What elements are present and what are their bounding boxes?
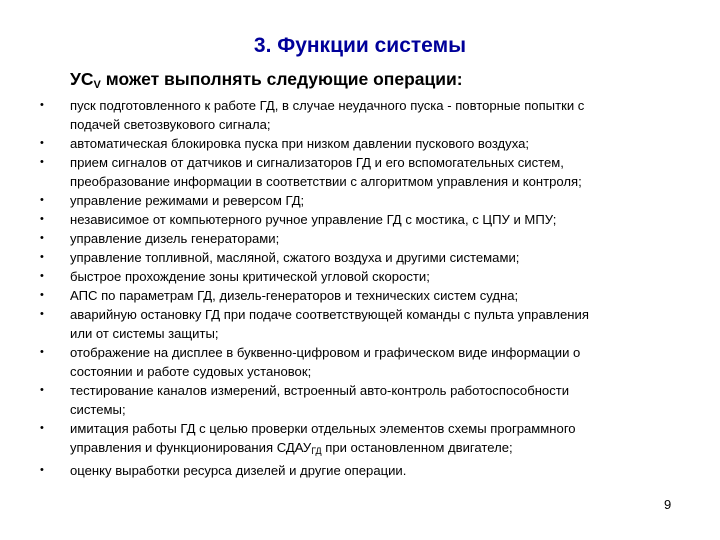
list-item-line: управление режимами и реверсом ГД;	[70, 193, 305, 208]
list-item	[0, 267, 700, 286]
list-item-line: отображение на дисплее в буквенно-цифровом и графическом виде информации о	[70, 345, 581, 360]
list-item-text	[70, 134, 700, 153]
list-item-line: состоянии и работе судовых установок;	[70, 364, 312, 379]
bullet-icon: •	[40, 137, 44, 149]
list-item	[0, 96, 700, 134]
list-item-line: преобразование информации в соответствии с алгоритмом управления и контроля;	[70, 174, 582, 189]
bullet-icon: •	[40, 270, 44, 282]
bullet-icon: •	[40, 346, 44, 358]
list-item-text	[70, 305, 700, 343]
bullet-icon: •	[40, 422, 44, 434]
bullet-icon: •	[40, 289, 44, 301]
list-item-line: имитация работы ГД с целью проверки отдельных элементов схемы программного	[70, 421, 576, 436]
list-item-line: АПС по параметрам ГД, дизель-генераторов и технических систем судна;	[70, 288, 519, 303]
operations-list	[0, 96, 700, 480]
list-item-text	[70, 153, 700, 191]
bullet-icon: •	[40, 308, 44, 320]
bullet-icon: •	[40, 156, 44, 168]
bullet-icon: •	[40, 464, 44, 476]
list-item	[0, 461, 700, 480]
list-item-line: управление дизель генераторами;	[70, 231, 280, 246]
slide-title: 3. Функции системы	[253, 34, 467, 57]
line-subscript: ГД	[311, 446, 322, 456]
line-text: при остановленном двигателе;	[321, 440, 513, 455]
list-item-line: прием сигналов от датчиков и сигнализаторов ГД и его вспомогательных систем,	[70, 155, 564, 170]
list-item-line: управление топливной, масляной, сжатого воздуха и другими системами;	[70, 250, 520, 265]
list-item-line: быстрое прохождение зоны критической угловой скорости;	[70, 269, 430, 284]
list-item-line: автоматическая блокировка пуска при низком давлении пускового воздуха;	[70, 136, 530, 151]
list-item-text	[70, 381, 700, 419]
list-item-line: системы;	[70, 402, 126, 417]
list-item-text	[70, 343, 700, 381]
list-item	[0, 191, 700, 210]
list-item-text	[70, 419, 700, 461]
list-item-line	[70, 438, 700, 461]
list-item-line: аварийную остановку ГД при подаче соответствующей команды с пульта управления	[70, 307, 589, 322]
list-item	[0, 134, 700, 153]
line-text: управления и функционирования СДАУ	[70, 440, 312, 455]
list-item-line: или от системы защиты;	[70, 326, 219, 341]
list-item-text	[70, 248, 700, 267]
subtitle-rest: может выполнять следующие операции:	[100, 69, 463, 89]
list-item	[0, 210, 700, 229]
bullet-icon: •	[40, 232, 44, 244]
list-item-line: независимое от компьютерного ручное управление ГД с мостика, с ЦПУ и МПУ;	[70, 212, 557, 227]
list-item-text	[70, 96, 700, 134]
list-item-line: пуск подготовленного к работе ГД, в случае неудачного пуска - повторные попытки с	[70, 98, 585, 113]
slide-subtitle	[70, 69, 463, 91]
list-item	[0, 286, 700, 305]
list-item	[0, 153, 700, 191]
subtitle-subscript: V	[93, 79, 101, 91]
list-item	[0, 419, 700, 461]
list-item-text	[70, 461, 700, 480]
list-item-text	[70, 191, 700, 210]
list-item-line: подачей светозвукового сигнала;	[70, 117, 271, 132]
bullet-icon: •	[40, 194, 44, 206]
list-item-text	[70, 267, 700, 286]
list-item-text	[70, 286, 700, 305]
list-item	[0, 381, 700, 419]
list-item	[0, 229, 700, 248]
bullet-icon: •	[40, 251, 44, 263]
list-item-line: тестирование каналов измерений, встроенный авто-контроль работоспособности	[70, 383, 570, 398]
bullet-icon: •	[40, 384, 44, 396]
list-item	[0, 248, 700, 267]
bullet-icon: •	[40, 213, 44, 225]
list-item-text	[70, 229, 700, 248]
list-item-line: оценку выработки ресурса дизелей и другие операции.	[70, 463, 407, 478]
subtitle-main: УС	[70, 69, 94, 89]
list-item-text	[70, 210, 700, 229]
list-item	[0, 305, 700, 343]
page-number: 9	[664, 497, 672, 512]
bullet-icon: •	[40, 99, 44, 111]
list-item	[0, 343, 700, 381]
